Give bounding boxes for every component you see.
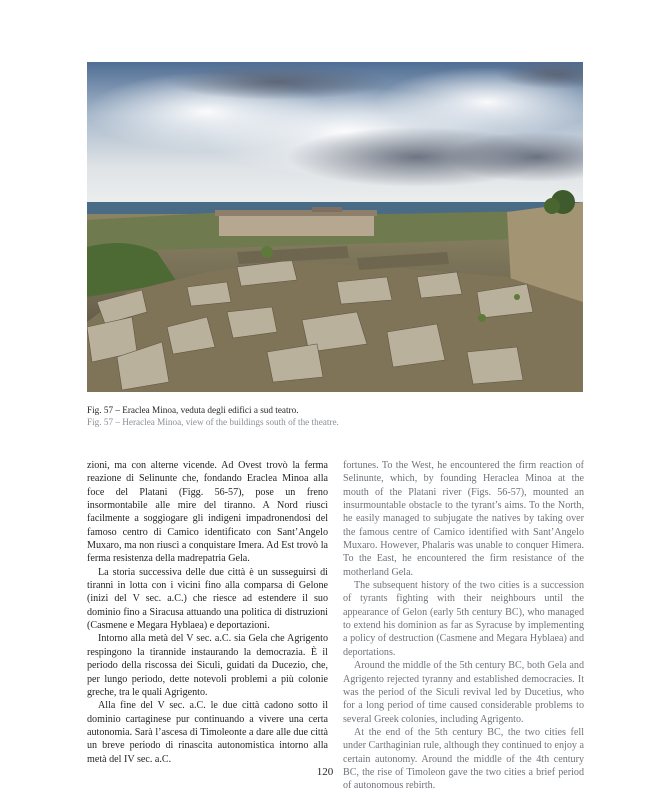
english-paragraph: At the end of the 5th century BC, the two cities fell under Carthaginian rule, although they continued to enjoy a certain autonomy. Around the middle of the 4th century BC, the rise of Timoleon gave the two cities a brief period of autonomous rebirth. — [343, 726, 584, 792]
ruins-photo-illustration — [87, 62, 583, 392]
figure-caption-italian: Fig. 57 – Eraclea Minoa, veduta degli edifici a sud teatro. — [87, 405, 299, 415]
italian-text-column — [87, 459, 328, 766]
site-photograph — [87, 62, 583, 392]
page-number: 120 — [316, 766, 334, 778]
italian-paragraph: Alla fine del V sec. a.C. le due città cadono sotto il dominio cartaginese pur continuando a vivere una certa autonomia. Sarà l’ascesa di Timoleonte a dare alle due città un breve periodo di rinascita autonomistica intorno alla metà del IV sec. a.C. — [87, 700, 328, 765]
italian-paragraph: La storia successiva delle due città è un susseguirsi di tiranni in lotta con i vicini fino alla comparsa di Gelone (inizi del V sec. a.C.) che riesce ad estendere il suo dominio fino a Siracusa attuando una politica di distruzioni (Casmene e Megara Hyblaea) e deportazioni. — [87, 566, 328, 632]
english-text-column — [343, 459, 584, 793]
english-paragraph: The subsequent history of the two cities is a succession of tyrants fighting with their neighbours until the appearance of Gelon (early 5th century BC), who managed to extend his dominion as far as Syracuse by implementing a policy of destruction (Casmene and Megara Hyblaea) and deportations. — [343, 580, 584, 658]
italian-paragraph: zioni, ma con alterne vicende. Ad Ovest trovò la ferma reazione di Selinunte che, fondando Eraclea Minoa alla foce del Platani (Figg. 56-57), pose un freno insormontabile alle mire del tiranno. A Nord riuscì facilmente a soggiogare gli indigeni impadronendosi del famoso centro di Camico identificato con Sant’Angelo Muxaro, ma non riuscì a conquistare Imera. Ad Est trovò la ferma resistenza della madrepatria Gela. — [87, 460, 328, 565]
english-paragraph: fortunes. To the West, he encountered the firm reaction of Selinunte, which, by founding Heraclea Minoa at the mouth of the Platani river (Figs. 56-57), mounted an insurmountable obstacle to the tyrant’s aims. To the North, he easily managed to subjugate the natives by taking over the famous centre of Camico identified with Sant’Angelo Muxaro. However, Phalaris was unable to conquer Himera. To the East, he encountered the firm resistance of the motherland Gela. — [343, 460, 584, 578]
figure-caption-english: Fig. 57 – Heraclea Minoa, view of the buildings south of the theatre. — [87, 417, 339, 427]
italian-paragraph: Intorno alla metà del V sec. a.C. sia Gela che Agrigento respingono la tirannide instaurando la democrazia. È il periodo della riscossa dei Siculi, guidati da Ducezio, che, per lungo periodo, dette notevoli problemi a più colonie greche, tra le quali Agrigento. — [87, 633, 328, 698]
english-paragraph: Around the middle of the 5th century BC, both Gela and Agrigento rejected tyranny and established democracies. It was the period of the Siculi revival led by Ducetius, who for a long period of time caused considerable problems to several Greek colonies, including Agrigento. — [343, 660, 584, 725]
